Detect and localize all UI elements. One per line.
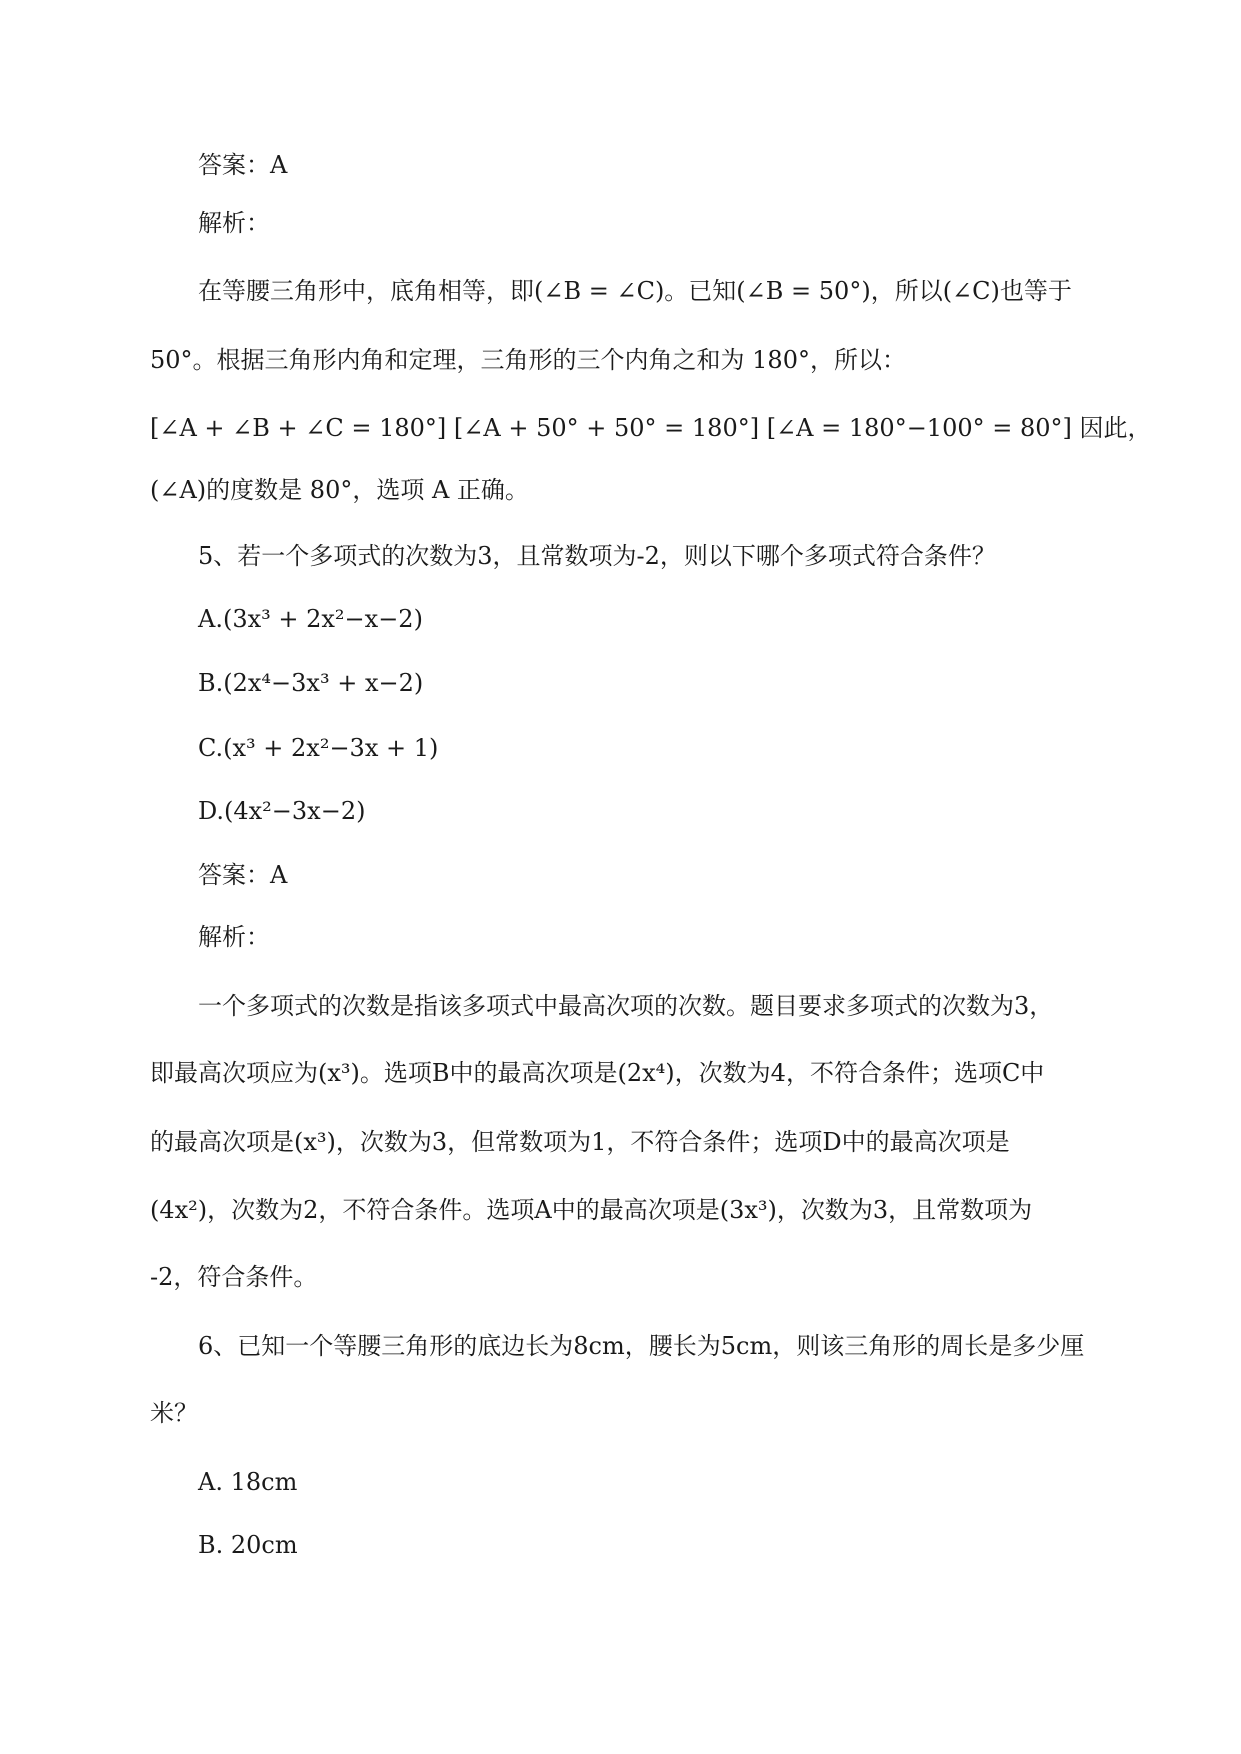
q5-analysis-line-2: 即最高次项应为(x³)。选项B中的最高次项是(2x⁴)，次数为4，不符合条件；选项C中 [150,1059,1045,1087]
q4-analysis-line-4: (∠A)的度数是 80°，选项 A 正确。 [150,476,529,504]
q4-analysis-label: 解析： [198,209,270,237]
q4-answer: 答案：A [198,151,288,179]
q5-question: 5、若一个多项式的次数为3，且常数项为-2，则以下哪个多项式符合条件？ [198,542,996,570]
q5-analysis-line-5: -2，符合条件。 [150,1263,318,1291]
q5-analysis-line-1: 一个多项式的次数是指该多项式中最高次项的次数。题目要求多项式的次数为3， [198,992,1054,1020]
q6-question-line-2: 米？ [150,1399,198,1427]
q5-analysis-label: 解析： [198,923,270,951]
q5-analysis-line-3: 的最高次项是(x³)，次数为3，但常数项为1，不符合条件；选项D中的最高次项是 [150,1128,1010,1156]
q4-analysis-line-2: 50°。根据三角形内角和定理，三角形的三个内角之和为 180°，所以： [150,346,906,374]
q5-option-c: C.(x³ + 2x²−3x + 1) [198,734,439,762]
q5-option-a: A.(3x³ + 2x²−x−2) [198,605,423,633]
q5-option-b: B.(2x⁴−3x³ + x−2) [198,669,424,697]
q4-analysis-line-3: [∠A + ∠B + ∠C = 180°] [∠A + 50° + 50° = 180°] [∠A = 180°−100° = 80°] 因此， [150,414,1152,442]
q5-option-d: D.(4x²−3x−2) [198,797,366,825]
q6-option-b: B. 20cm [198,1531,298,1559]
q5-analysis-line-4: (4x²)，次数为2，不符合条件。选项A中的最高次项是(3x³)，次数为3，且常数项为 [150,1196,1033,1224]
q5-answer: 答案：A [198,861,288,889]
q6-question-line-1: 6、已知一个等腰三角形的底边长为8cm，腰长为5cm，则该三角形的周长是多少厘 [198,1332,1085,1360]
q4-analysis-line-1: 在等腰三角形中，底角相等，即(∠B = ∠C)。已知(∠B = 50°)，所以(∠C)也等于 [198,277,1072,305]
q6-option-a: A. 18cm [198,1468,298,1496]
